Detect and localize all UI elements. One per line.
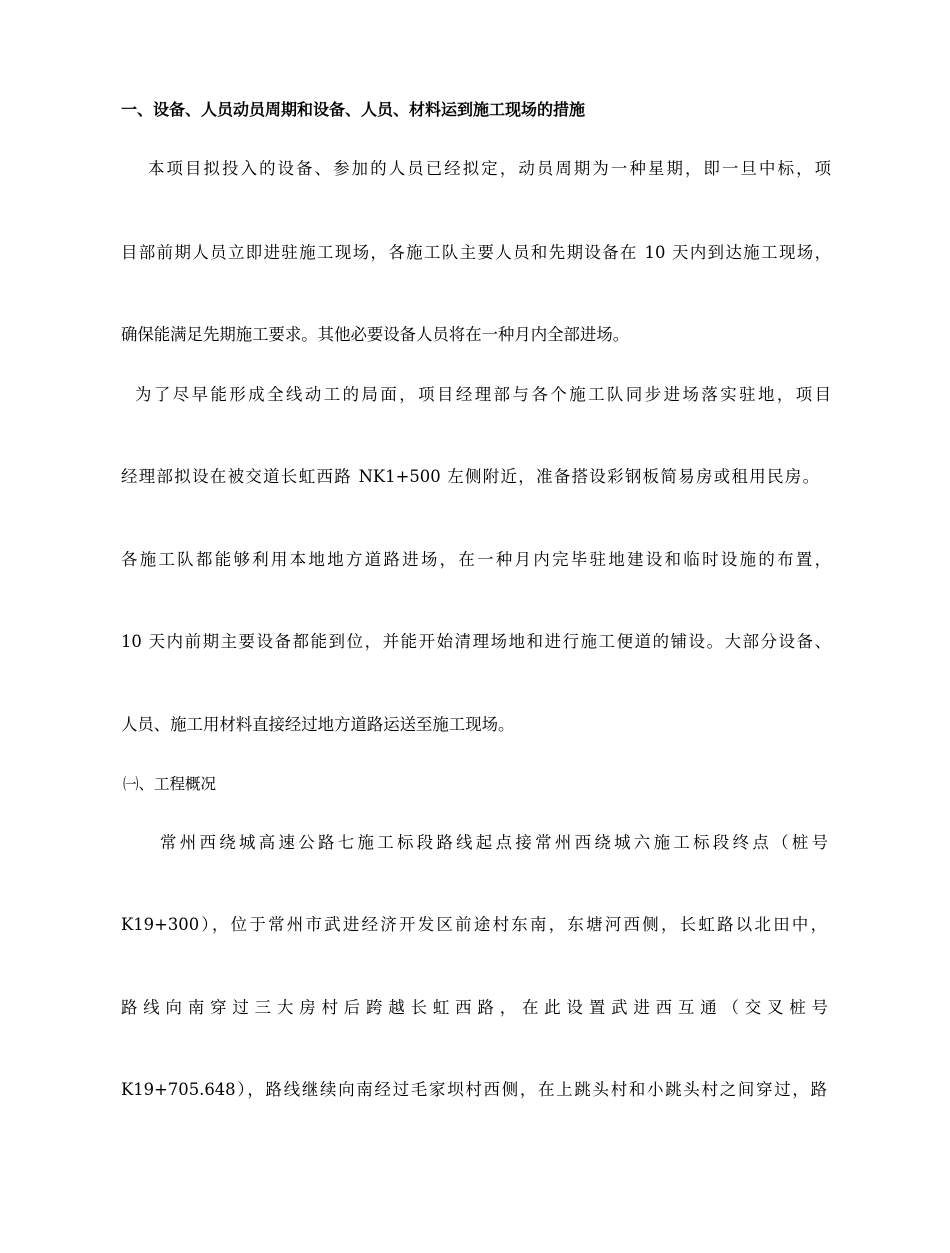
paragraph-2-line-3: 各施工队都能够利用本地地方道路进场，在一种月内完毕驻地建设和临时设施的布置， xyxy=(121,550,831,569)
section-heading: 一、设备、人员动员周期和设备、人员、材料运到施工现场的措施 xyxy=(121,100,586,119)
paragraph-2-line-5: 人员、施工用材料直接经过地方道路运送至施工现场。 xyxy=(121,715,515,734)
paragraph-3-line-1: 常州西绕城高速公路七施工标段路线起点接常州西绕城六施工标段终点（桩号 xyxy=(160,833,828,852)
paragraph-1-line-3: 确保能满足先期施工要求。其他必要设备人员将在一种月内全部进场。 xyxy=(121,325,630,344)
paragraph-2-line-4: 10 天内前期主要设备都能到位，并能开始清理场地和进行施工便道的铺设。大部分设备、 xyxy=(121,632,831,651)
paragraph-3-line-3: 路线向南穿过三大房村后跨越长虹西路，在此设置武进西互通（交叉桩号 xyxy=(121,998,828,1017)
paragraph-1-line-1: 本项目拟投入的设备、参加的人员已经拟定，动员周期为一种星期，即一旦中标，项 xyxy=(148,159,831,178)
paragraph-2-line-2: 经理部拟设在被交道长虹西路 NK1+500 左侧附近，准备搭设彩钢板简易房或租用民房。 xyxy=(121,467,819,486)
paragraph-1-line-2: 目部前期人员立即进驻施工现场，各施工队主要人员和先期设备在 10 天内到达施工现场， xyxy=(121,243,831,262)
paragraph-3-line-4: K19+705.648），路线继续向南经过毛家坝村西侧，在上跳头村和小跳头村之间穿过，路 xyxy=(121,1080,827,1099)
paragraph-2-line-1: 为了尽早能形成全线动工的局面，项目经理部与各个施工队同步进场落实驻地，项目 xyxy=(135,385,831,404)
subsection-heading: ㈠、工程概况 xyxy=(123,775,217,793)
paragraph-3-line-2: K19+300），位于常州市武进经济开发区前途村东南，东塘河西侧，长虹路以北田中， xyxy=(121,915,827,934)
